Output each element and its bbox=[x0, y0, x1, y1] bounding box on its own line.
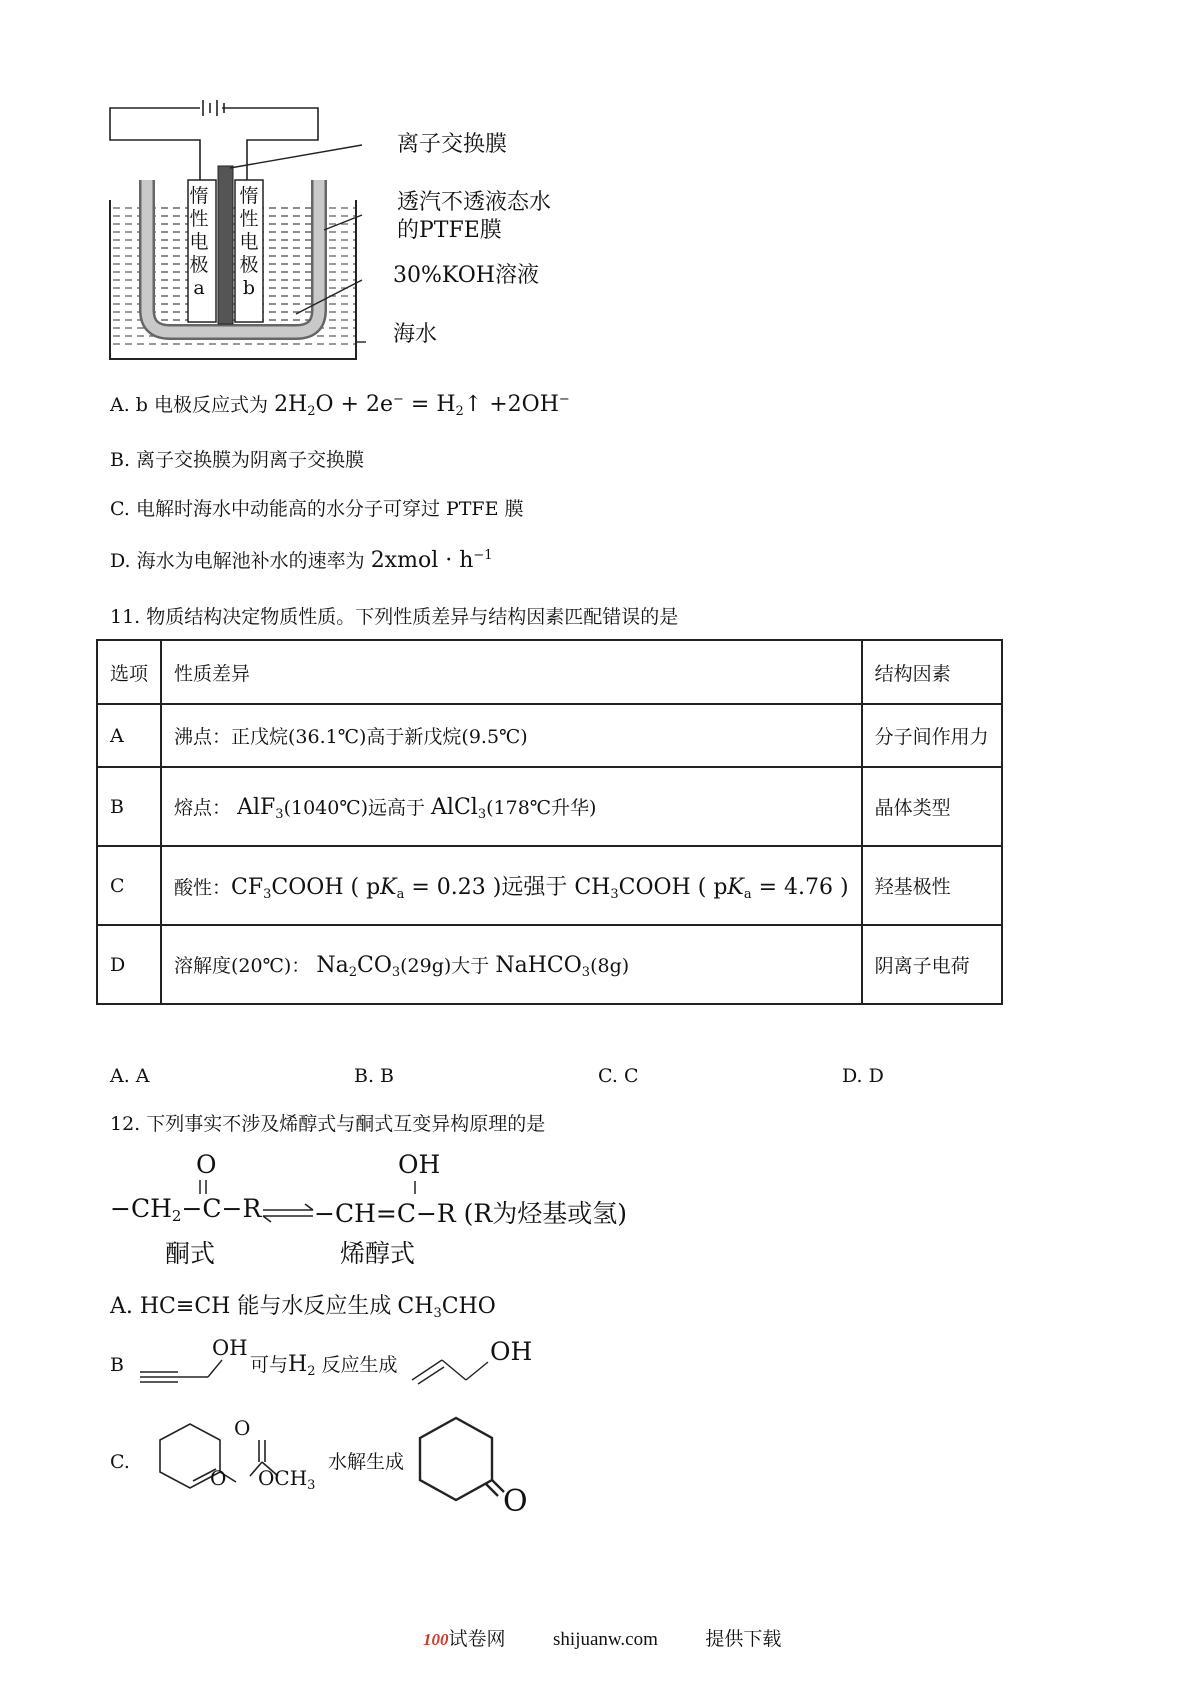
ketone-o-label: O bbox=[503, 1484, 528, 1519]
seawater-label: 海水 bbox=[393, 322, 438, 347]
q10-option-a: A. b 电极反应式为 $2H_2O + 2e^-$ = $H_2↑ +2OH^-$ bbox=[110, 392, 570, 419]
row-option: B bbox=[97, 767, 161, 846]
q12-option-c-label: C. bbox=[110, 1451, 130, 1473]
electrode-a-label: 惰 性 电 极 a bbox=[189, 185, 209, 299]
q10-option-b: B. 离子交换膜为阴离子交换膜 bbox=[110, 449, 365, 471]
q11-table bbox=[96, 639, 1003, 1005]
row-factor: 羟基极性 bbox=[862, 846, 1002, 925]
membrane-label: 离子交换膜 bbox=[397, 132, 508, 157]
q12-option-b-label: B bbox=[110, 1354, 124, 1376]
q10-option-d: D. 海水为电解池补水的速率为 2xmol · $h^{-1}$ bbox=[110, 548, 493, 573]
q11-stem: 11. 物质结构决定物质性质。下列性质差异与结构因素匹配错误的是 bbox=[110, 606, 679, 628]
table-row bbox=[97, 846, 1002, 925]
tautomer-equation: O OH $-CH_2-C-R$ −CH=C−R (R为烃基或氢) 酮式 烯醇式 bbox=[110, 1150, 670, 1270]
q12-stem: 12. 下列事实不涉及烯醇式与酮式互变异构原理的是 bbox=[110, 1113, 546, 1135]
q12-option-c-text: 水解生成 bbox=[328, 1451, 405, 1473]
logo-icon: 100 bbox=[423, 1630, 449, 1649]
oh-label: OH bbox=[212, 1336, 248, 1360]
q11-choice-a: A. A bbox=[110, 1065, 150, 1087]
cyclohexanone-structure bbox=[412, 1410, 512, 1520]
header-difference: 性质差异 bbox=[161, 640, 862, 704]
electrode-b-label: 惰 性 电 极 b bbox=[239, 185, 259, 299]
header-factor: 结构因素 bbox=[862, 640, 1002, 704]
row-option: C bbox=[97, 846, 161, 925]
site-link[interactable]: shijuanw.com bbox=[553, 1629, 658, 1650]
allyl-alcohol-structure bbox=[410, 1340, 490, 1390]
row-factor: 阴离子电荷 bbox=[862, 925, 1002, 1004]
row-difference: 沸点：正戊烷(36.1℃)高于新戊烷(9.5℃) bbox=[161, 704, 862, 767]
oh-label-2: OH bbox=[490, 1337, 533, 1366]
row-option: A bbox=[97, 704, 161, 767]
row-difference: 酸性：$CF_3COOH$ ( $pK_a = 0.23$ )远强于 $CH_3COOH$ ( $pK_a = 4.76$ ) bbox=[161, 846, 862, 925]
download-text: 提供下载 bbox=[705, 1629, 782, 1650]
q11-choice-d: D. D bbox=[842, 1065, 884, 1087]
row-option: D bbox=[97, 925, 161, 1004]
q12-option-a: A. HC≡CH 能与水反应生成 $CH_3CHO$ bbox=[110, 1294, 496, 1321]
table-row bbox=[97, 767, 1002, 846]
q12-option-b-text: 可与$H_2$ 反应生成 bbox=[250, 1352, 398, 1379]
koh-label: 30%KOH溶液 bbox=[393, 263, 539, 288]
row-difference: 溶解度(20℃)： $Na_2CO_3(29g)$大于 NaHCO$_3$(8g) bbox=[161, 925, 862, 1004]
footer bbox=[423, 1624, 781, 1651]
q10-option-c: C. 电解时海水中动能高的水分子可穿过 PTFE 膜 bbox=[110, 498, 524, 520]
row-factor: 分子间作用力 bbox=[862, 704, 1002, 767]
ester-o-label: O bbox=[210, 1466, 227, 1490]
q11-choice-c: C. C bbox=[598, 1065, 639, 1087]
table-row bbox=[97, 704, 1002, 767]
ptfe-label-line1: 透汽不透液态水 bbox=[397, 190, 552, 215]
carbonyl-o-label: O bbox=[234, 1416, 251, 1440]
logo-text: 试卷网 bbox=[448, 1629, 506, 1650]
ptfe-label-line2: 的PTFE膜 bbox=[397, 218, 502, 243]
q11-choice-b: B. B bbox=[354, 1065, 395, 1087]
table-row bbox=[97, 925, 1002, 1004]
header-option: 选项 bbox=[97, 640, 161, 704]
och3-label: $OCH_3$ bbox=[258, 1466, 316, 1493]
row-difference: 熔点： AlF$_3$(1040℃)远高于 AlCl$_3$(178℃升华) bbox=[161, 767, 862, 846]
row-factor: 晶体类型 bbox=[862, 767, 1002, 846]
table-header-row bbox=[97, 640, 1002, 704]
